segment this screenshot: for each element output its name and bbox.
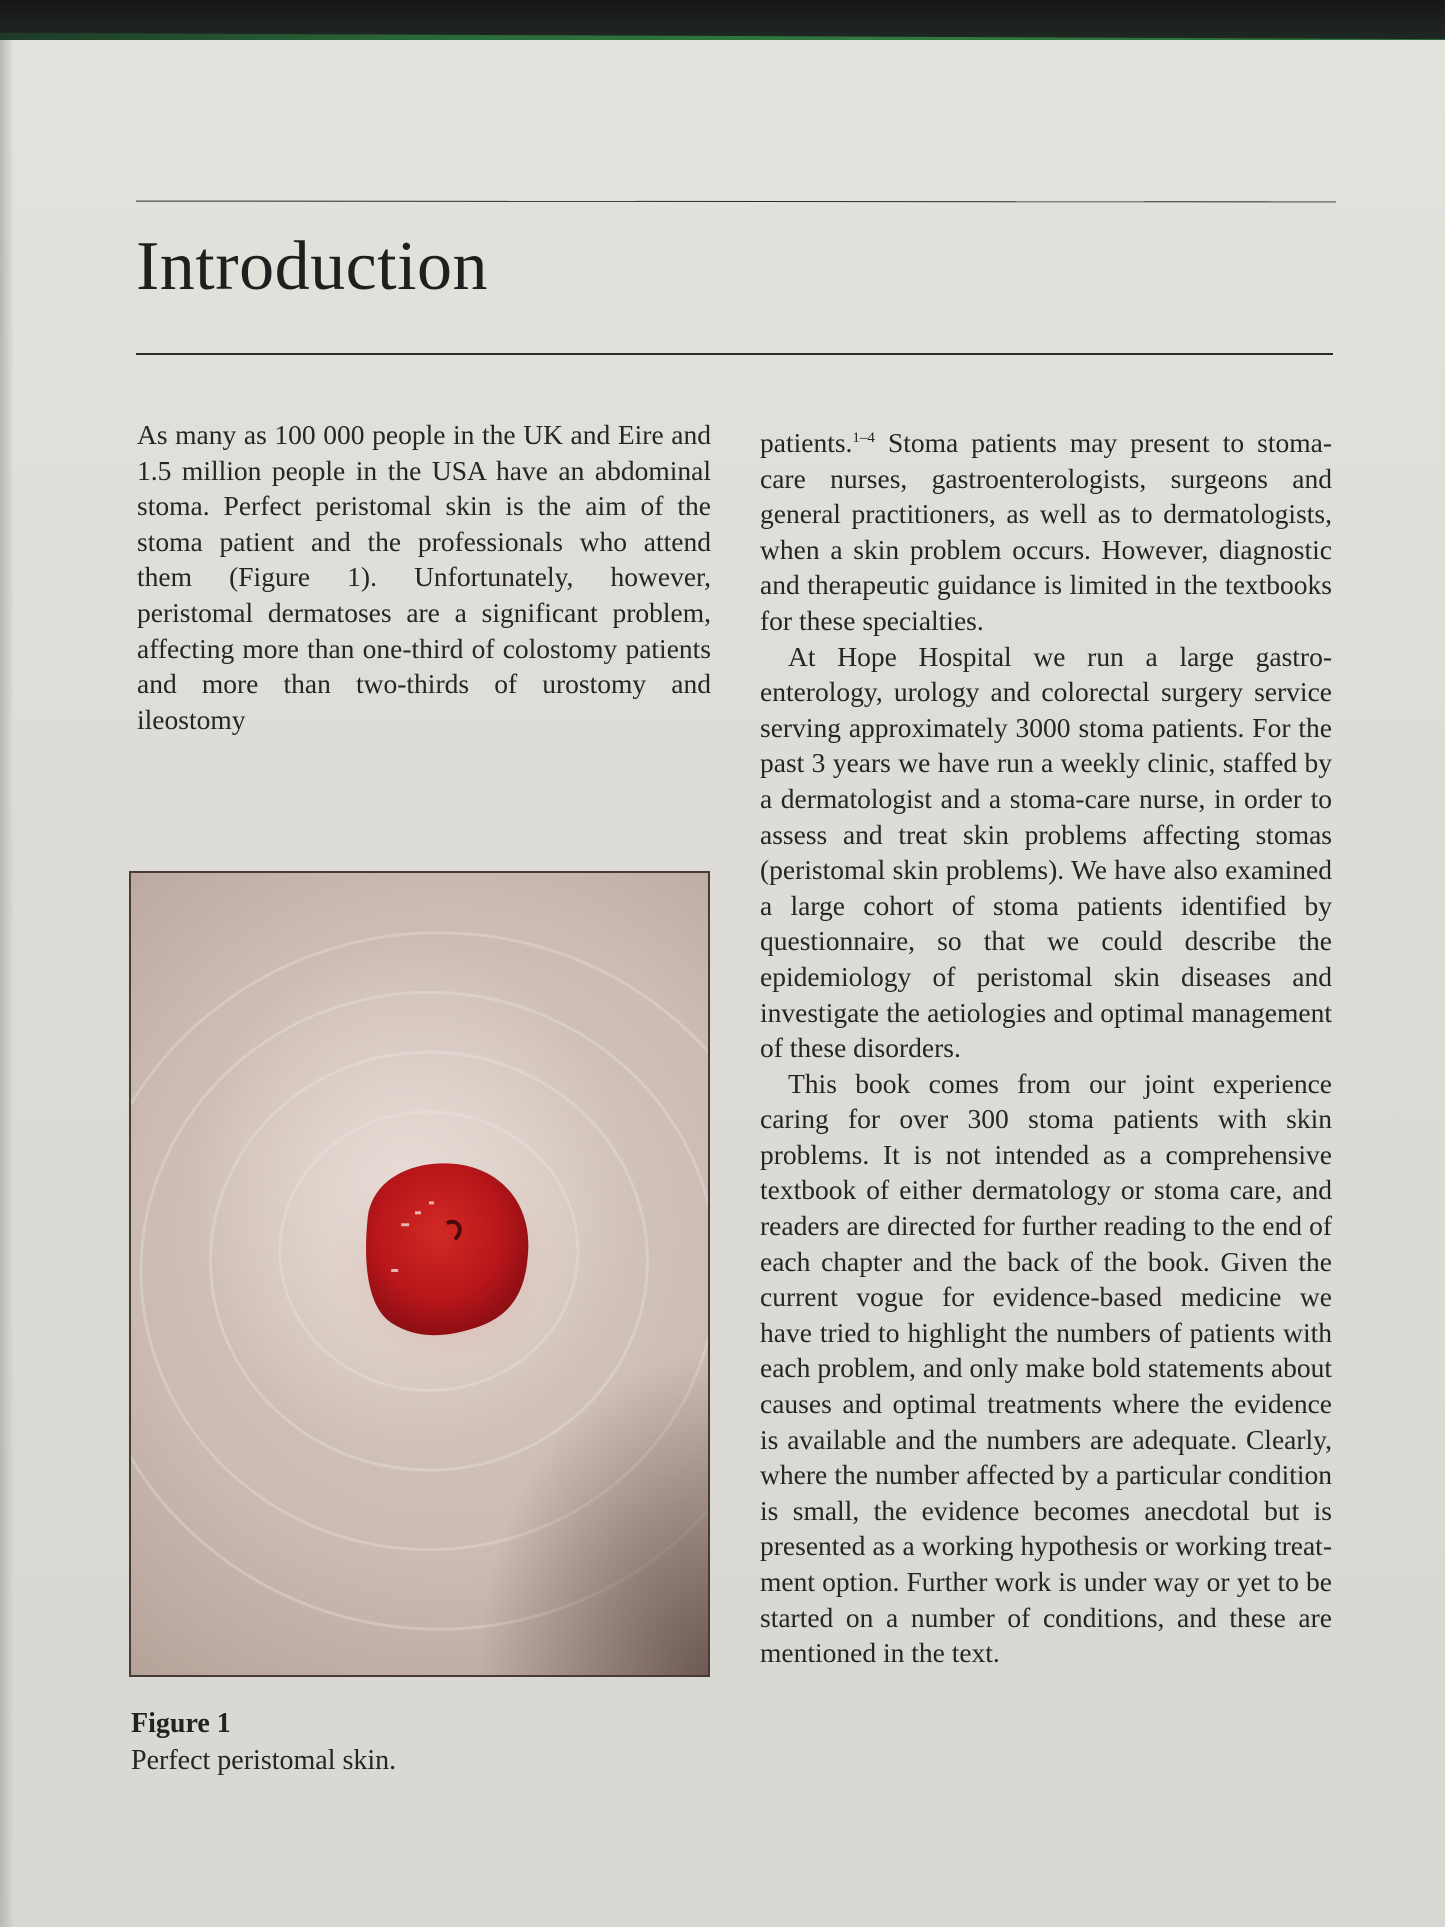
paragraph-continued-rest: Stoma patients may present to stoma-care nurses, gastroenterologists, surgeons and general practitioners, as well as to dermatologists, when a skin problem occurs. However, diagnostic and therapeutic guidance is limited in the textbooks for these specialties.: [760, 427, 1332, 636]
paragraph-this-book: This book comes from our joint experience caring for over 300 stoma patients with skin problems. It is not intended as a comprehensive textbook of either dermatology or stoma care, and readers are directed for further reading to the end of each chapter and the back of the book. Given the current vogue for evidence-based medicine we have tried to highlight the numbers of patients with each problem, and only make bold statements about causes and optimal treatments where the evidence is available and the numbers are adequate. Clearly, where the number affected by a particular condition is small, the evidence becomes anecdotal but is presented as a working hypothesis or working treatment option. Further work is under way or yet to be started on a number of conditions, and these are mentioned in the text.: [760, 1067, 1332, 1669]
figure-1-photo: [129, 871, 710, 1677]
left-column: [137, 417, 711, 737]
peristomal-skin-illustration: [131, 873, 708, 1675]
paragraph-continued: [760, 425, 1332, 639]
paragraph-hope-hospital: At Hope Hospital we run a large gastroenterology, urology and colorectal surgery service serving approximately 3000 stoma patients. For the past 3 years we have run a weekly clinic, staffed by a dermatologist and a stoma-care nurse, in order to assess and treat skin problems affecting stomas (peristomal skin problems). We have also examined a large cohort of stoma patients identified by questionnaire, so that we could describe the epidemiology of peristomal skin diseases and investigate the aetiologies and optimal management of these disorders.: [760, 640, 1332, 1064]
right-column: [760, 425, 1332, 1671]
page-shadow: [0, 40, 14, 1927]
figure-label: Figure 1: [131, 1708, 231, 1739]
title-rule-bottom: [136, 353, 1333, 355]
paragraph-intro: As many as 100 000 people in the UK and Eire and 1.5 million people in the USA have an abdominal stoma. Perfect peristomal skin is the aim of the stoma patient and the professionals who attend them (Figure 1). Unfortunately, however, peristomal dermatoses are a significant problem, affecting more than one-third of colostomy patients and more than two-thirds of urostomy and ileostomy: [137, 419, 711, 735]
paragraph-continued-start: patients.: [760, 427, 853, 458]
page-title: Introduction: [136, 228, 489, 305]
figure-caption: Perfect peristomal skin.: [131, 1745, 397, 1776]
reference-superscript: 1–4: [852, 430, 875, 446]
